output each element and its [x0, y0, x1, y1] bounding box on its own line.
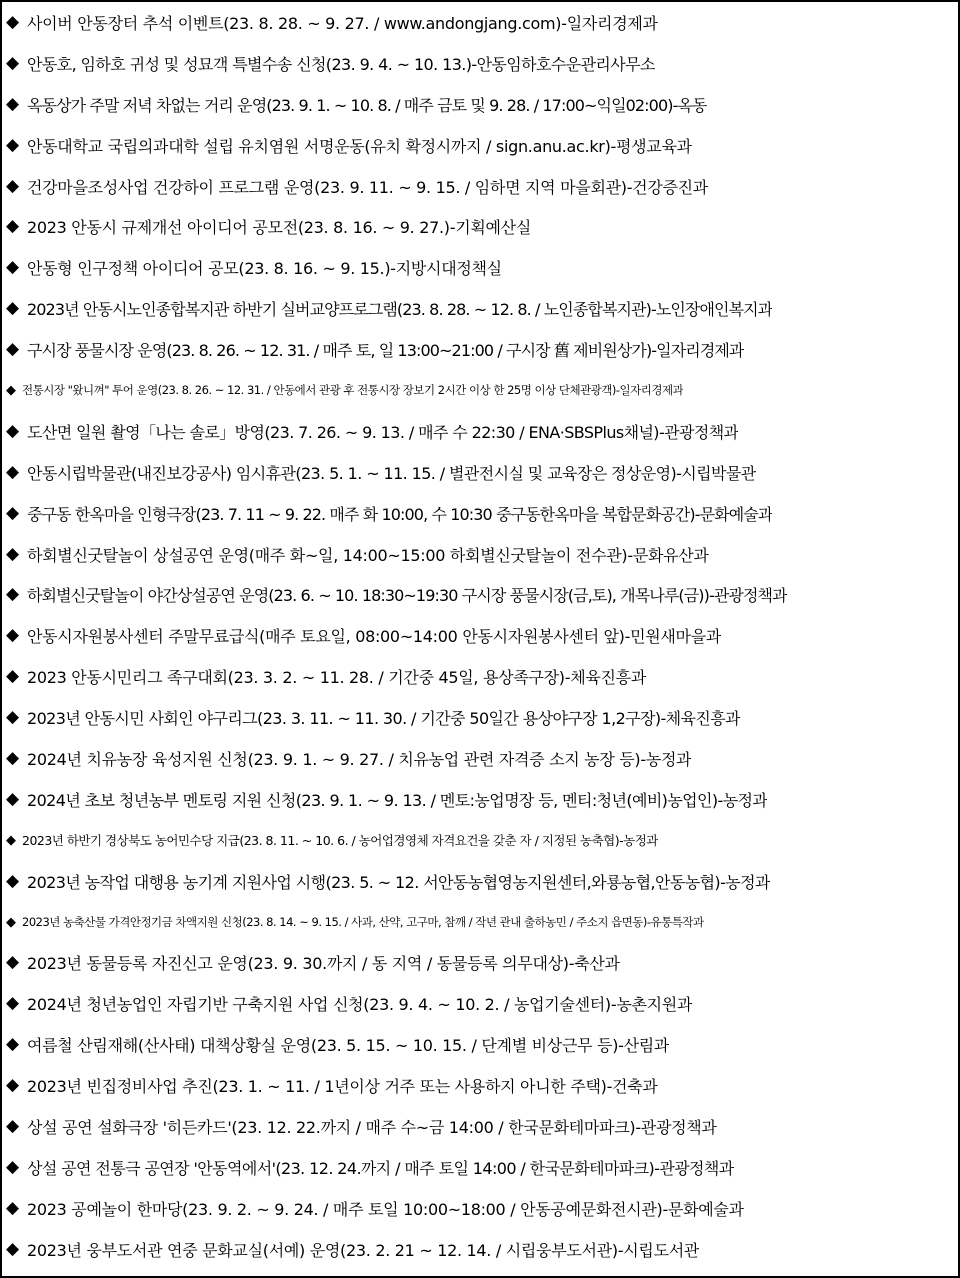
diamond-bullet-icon: ◆ — [6, 1197, 19, 1218]
list-item — [2, 2, 958, 43]
diamond-bullet-icon: ◆ — [6, 625, 19, 646]
notice-text: 안동형 인구정책 아이디어 공모(23. 8. 16. ~ 9. 15.)-지방시대정책실 — [27, 259, 502, 279]
diamond-bullet-icon: ◆ — [6, 502, 19, 523]
notice-text: 사이버 안동장터 추석 이벤트(23. 8. 28. ~ 9. 27. / www.andongjang.com)-일자리경제과 — [27, 13, 658, 33]
notice-text: 2023년 안동시노인종합복지관 하반기 실버교양프로그램(23. 8. 28. ~ 12. 8. / 노인종합복지관)-노인장애인복지과 — [27, 300, 773, 320]
list-item — [2, 206, 958, 247]
notice-text: 2023 안동시민리그 족구대회(23. 3. 2. ~ 11. 28. / 기간중 45일, 용상족구장)-체육진흥과 — [27, 668, 646, 688]
diamond-bullet-icon: ◆ — [6, 339, 19, 360]
notice-text: 2024년 치유농장 육성지원 신청(23. 9. 1. ~ 9. 27. / 치유농업 관련 자격증 소지 농장 등)-농정과 — [27, 749, 692, 769]
notice-text: 중구동 한옥마을 인형극장(23. 7. 11 ~ 9. 22. 매주 화 10:00, 수 10:30 중구동한옥마을 복합문화공간)-문화예술과 — [27, 504, 773, 524]
notice-list — [2, 2, 958, 1270]
notice-text: 2023 안동시 규제개선 아이디어 공모전(23. 8. 16. ~ 9. 27.)-기획예산실 — [27, 218, 531, 238]
notice-text: 여름철 산림재해(산사태) 대책상황실 운영(23. 5. 15. ~ 10. 15. / 단계별 비상근무 등)-산림과 — [27, 1036, 670, 1056]
notice-text: 하회별신굿탈놀이 상설공연 운영(매주 화~일, 14:00~15:00 하회별신굿탈놀이 전수관)-문화유산과 — [27, 545, 709, 565]
list-item — [2, 329, 958, 370]
list-item — [2, 574, 958, 615]
notice-text: 전통시장 "왔니껴" 투어 운영(23. 8. 26. ~ 12. 31. / 안동에서 관광 후 전통시장 장보기 2시간 이상 한 25명 이상 단체관광객)-일자리경제과 — [22, 383, 684, 398]
notice-text: 2024년 초보 청년농부 멘토링 지원 신청(23. 9. 1. ~ 9. 13. / 멘토:농업명장 등, 멘티:청년(예비)농업인)-농정과 — [27, 790, 768, 810]
diamond-bullet-icon: ◆ — [6, 993, 19, 1014]
notice-text: 건강마을조성사업 건강하이 프로그램 운영(23. 9. 11. ~ 9. 15. / 임하면 지역 마을회관)-건강증진과 — [27, 177, 708, 197]
diamond-bullet-icon: ◆ — [6, 134, 19, 155]
notice-text: 2023 공예놀이 한마당(23. 9. 2. ~ 9. 24. / 매주 토일 10:00~18:00 / 안동공예문화전시관)-문화예술과 — [27, 1199, 744, 1219]
notice-text: 안동호, 임하호 귀성 및 성묘객 특별수송 신청(23. 9. 4. ~ 10. 13.)-안동임하호수운관리사무소 — [27, 54, 655, 74]
notice-text: 안동시자원봉사센터 주말무료급식(매주 토요일, 08:00~14:00 안동시자원봉사센터 앞)-민원새마을과 — [27, 627, 722, 647]
diamond-bullet-icon: ◆ — [6, 952, 19, 973]
diamond-bullet-icon: ◆ — [6, 584, 19, 605]
diamond-bullet-icon: ◆ — [6, 1156, 19, 1177]
diamond-bullet-icon: ◆ — [6, 11, 19, 32]
notice-text: 2023년 농작업 대행용 농기계 지원사업 시행(23. 5. ~ 12. 서안동농협영농지원센터,와룡농협,안동농협)-농정과 — [27, 872, 770, 892]
notice-text: 안동시립박물관(내진보강공사) 임시휴관(23. 5. 1. ~ 11. 15. / 별관전시실 및 교육장은 정상운영)-시립박물관 — [27, 463, 756, 483]
list-item — [2, 534, 958, 575]
diamond-bullet-icon: ◆ — [6, 788, 19, 809]
notice-text: 2023년 동물등록 자진신고 운영(23. 9. 30.까지 / 동 지역 / 동물등록 의무대상)-축산과 — [27, 954, 620, 974]
diamond-bullet-icon: ◆ — [6, 52, 19, 73]
list-item — [2, 452, 958, 493]
list-item — [2, 493, 958, 534]
list-item — [2, 43, 958, 84]
diamond-bullet-icon: ◆ — [6, 93, 19, 114]
list-item — [2, 861, 958, 902]
list-item — [2, 288, 958, 329]
list-item — [2, 1147, 958, 1188]
notice-text: 옥동상가 주말 저녁 차없는 거리 운영(23. 9. 1. ~ 10. 8. / 매주 금토 및 9. 28. / 17:00~익일02:00)-옥동 — [27, 95, 707, 115]
diamond-bullet-icon: ◆ — [6, 832, 16, 848]
diamond-bullet-icon: ◆ — [6, 543, 19, 564]
list-item — [2, 820, 958, 861]
notice-text: 2024년 청년농업인 자립기반 구축지원 사업 신청(23. 9. 4. ~ 10. 2. / 농업기술센터)-농촌지원과 — [27, 995, 693, 1015]
diamond-bullet-icon: ◆ — [6, 1034, 19, 1055]
notice-text: 2023년 하반기 경상북도 농어민수당 지급(23. 8. 11. ~ 10. 6. / 농어업경영체 자격요건을 갖춘 자 / 지정된 농축협)-농정과 — [22, 833, 658, 849]
list-item — [2, 738, 958, 779]
list-item — [2, 779, 958, 820]
list-item — [2, 983, 958, 1024]
notice-text: 하회별신굿탈놀이 야간상설공연 운영(23. 6. ~ 10. 18:30~19:30 구시장 풍물시장(금,토), 개목나루(금))-관광정책과 — [27, 586, 787, 606]
diamond-bullet-icon: ◆ — [6, 747, 19, 768]
diamond-bullet-icon: ◆ — [6, 870, 19, 891]
notice-text: 상설 공연 전통극 공연장 '안동역에서'(23. 12. 24.까지 / 매주 토일 14:00 / 한국문화테마파크)-관광정책과 — [27, 1158, 734, 1178]
notice-text: 상설 공연 설화극장 '히든카드'(23. 12. 22.까지 / 매주 수~금 14:00 / 한국문화테마파크)-관광정책과 — [27, 1117, 717, 1137]
list-item — [2, 370, 958, 411]
list-item — [2, 656, 958, 697]
list-item — [2, 697, 958, 738]
diamond-bullet-icon: ◆ — [6, 1075, 19, 1096]
notice-text: 도산면 일원 촬영「나는 솔로」방영(23. 7. 26. ~ 9. 13. / 매주 수 22:30 / ENA·SBSPlus채널)-관광정책과 — [27, 422, 739, 442]
notice-text: 2023년 농축산물 가격안정기금 차액지원 신청(23. 8. 14. ~ 9. 15. / 사과, 산약, 고구마, 참깨 / 작년 관내 출하농민 / 주소지 읍면동)-유통특작과 — [22, 915, 704, 930]
diamond-bullet-icon: ◆ — [6, 1238, 19, 1259]
notice-text: 안동대학교 국립의과대학 설립 유치염원 서명운동(유치 확정시까지 / sign.anu.ac.kr)-평생교육과 — [27, 136, 692, 156]
diamond-bullet-icon: ◆ — [6, 1115, 19, 1136]
diamond-bullet-icon: ◆ — [6, 461, 19, 482]
notice-text: 2023년 안동시민 사회인 야구리그(23. 3. 11. ~ 11. 30. / 기간중 50일간 용상야구장 1,2구장)-체육진흥과 — [27, 709, 740, 729]
notice-text: 2023년 웅부도서관 연중 문화교실(서예) 운영(23. 2. 21 ~ 12. 14. / 시립웅부도서관)-시립도서관 — [27, 1240, 700, 1260]
notice-text: 2023년 빈집정비사업 추진(23. 1. ~ 11. / 1년이상 거주 또는 사용하지 아니한 주택)-건축과 — [27, 1077, 658, 1097]
list-item — [2, 1065, 958, 1106]
list-item — [2, 1188, 958, 1229]
diamond-bullet-icon: ◆ — [6, 175, 19, 196]
list-item — [2, 1106, 958, 1147]
diamond-bullet-icon: ◆ — [6, 666, 19, 687]
diamond-bullet-icon: ◆ — [6, 914, 16, 930]
notice-text: 구시장 풍물시장 운영(23. 8. 26. ~ 12. 31. / 매주 토, 일 13:00~21:00 / 구시장 舊 제비원상가)-일자리경제과 — [27, 341, 744, 361]
list-item — [2, 615, 958, 656]
list-item — [2, 942, 958, 983]
diamond-bullet-icon: ◆ — [6, 216, 19, 237]
list-item — [2, 84, 958, 125]
diamond-bullet-icon: ◆ — [6, 257, 19, 278]
list-item — [2, 247, 958, 288]
list-item — [2, 411, 958, 452]
list-item — [2, 125, 958, 166]
diamond-bullet-icon: ◆ — [6, 382, 16, 398]
list-item — [2, 1024, 958, 1065]
diamond-bullet-icon: ◆ — [6, 298, 19, 319]
list-item — [2, 902, 958, 943]
diamond-bullet-icon: ◆ — [6, 707, 19, 728]
diamond-bullet-icon: ◆ — [6, 420, 19, 441]
list-item — [2, 166, 958, 207]
list-item — [2, 1229, 958, 1270]
